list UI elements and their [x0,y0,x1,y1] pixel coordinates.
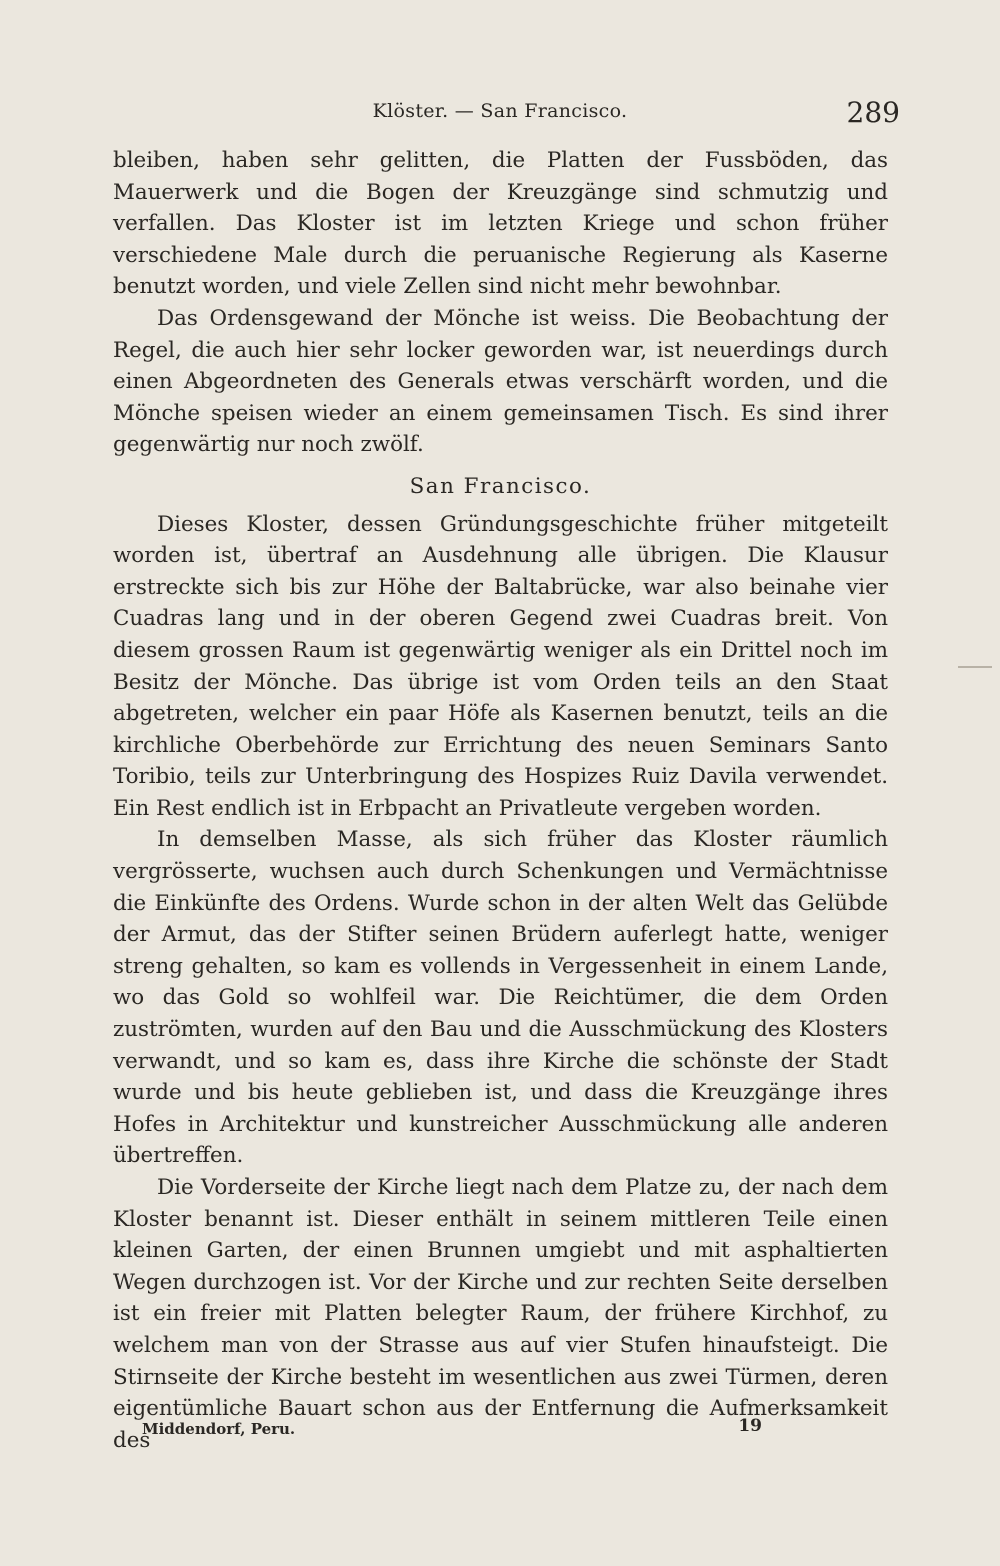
paragraph: In demselben Masse, als sich früher das Kloster räumlich vergrösserte, wuchsen auch durch Schenkungen und Vermächtnisse die Einkünfte des Ordens. Wurde schon in der alten Welt das Gelübde der Armut, das der Stifter seinen Brüdern auferlegt hatte, weniger streng gehalten, so kam es vollends in Vergessenheit in einem Lande, wo das Gold so wohlfeil war. Die Reichtümer, die dem Orden zuströmten, wurden auf den Bau und die Ausschmückung des Klosters verwandt, und so kam es, dass ihre Kirche die schönste der Stadt wurde und bis heute geblieben ist, und dass die Kreuzgänge ihres Hofes in Architektur und kunstreicher Ausschmückung alle anderen übertreffen. [113,827,888,1169]
margin-mark [958,666,992,668]
page-footer [142,1416,782,1446]
body-text [113,145,888,1456]
paragraph: bleiben, haben sehr gelitten, die Platten der Fussböden, das Mauerwerk und die Bogen der Kreuzgänge sind schmutzig und verfallen. Das Kloster ist im letzten Kriege und schon früher verschiedene Male durch die peruanische Regierung als Kaserne benutzt worden, und viele Zellen sind nicht mehr bewohnbar. [113,148,888,300]
paragraph: Dieses Kloster, dessen Gründungsgeschichte früher mitgeteilt worden ist, übertraf an Ausdehnung alle übrigen. Die Klausur erstreckte sich bis zur Höhe der Baltabrücke, war also beinahe vier Cuadras lang und in der oberen Gegend zwei Cuadras breit. Von diesem grossen Raum ist gegenwärtig weniger als ein Drittel noch im Besitz der Mönche. Das übrige ist vom Orden teils an den Staat abgetreten, welcher ein paar Höfe als Kasernen benutzt, teils an die kirchliche Oberbehörde zur Errichtung des neuen Seminars Santo Toribio, teils zur Unterbringung des Hospizes Ruiz Davila verwendet. Ein Rest endlich ist in Erbpacht an Privatleute vergeben worden. [113,511,888,821]
sheet-number: 19 [738,1416,762,1436]
paragraph: Die Vorderseite der Kirche liegt nach dem Platze zu, der nach dem Kloster benannt ist. Dieser enthält in seinem mittleren Teile einen kleinen Garten, der einen Brunnen umgiebt und mit asphaltierten Wegen durchzogen ist. Vor der Kirche und zur rechten Seite derselben ist ein freier mit Platten belegter Raum, der frühere Kirchhof, zu welchem man von der Strasse aus auf vier Stufen hinaufsteigt. Die Stirnseite der Kirche besteht im wesentlichen aus zwei Türmen, deren eigentümliche Bauart schon aus der Entfernung die Aufmerksamkeit des [113,1175,888,1453]
printer-signature: Middendorf, Peru. [142,1420,296,1438]
page-number: 289 [846,96,900,129]
running-head: Klöster. — San Francisco. [372,100,628,122]
section-title: San Francisco. [409,473,592,499]
page-header [110,96,900,130]
paragraph: Das Ordensgewand der Mönche ist weiss. Die Beobachtung der Regel, die auch hier sehr locker geworden war, ist neuerdings durch einen Abgeordneten des Generals etwas verschärft worden, und die Mönche speisen wieder an einem gemeinsamen Tisch. Es sind ihrer gegenwärtig nur noch zwölf. [113,305,888,458]
